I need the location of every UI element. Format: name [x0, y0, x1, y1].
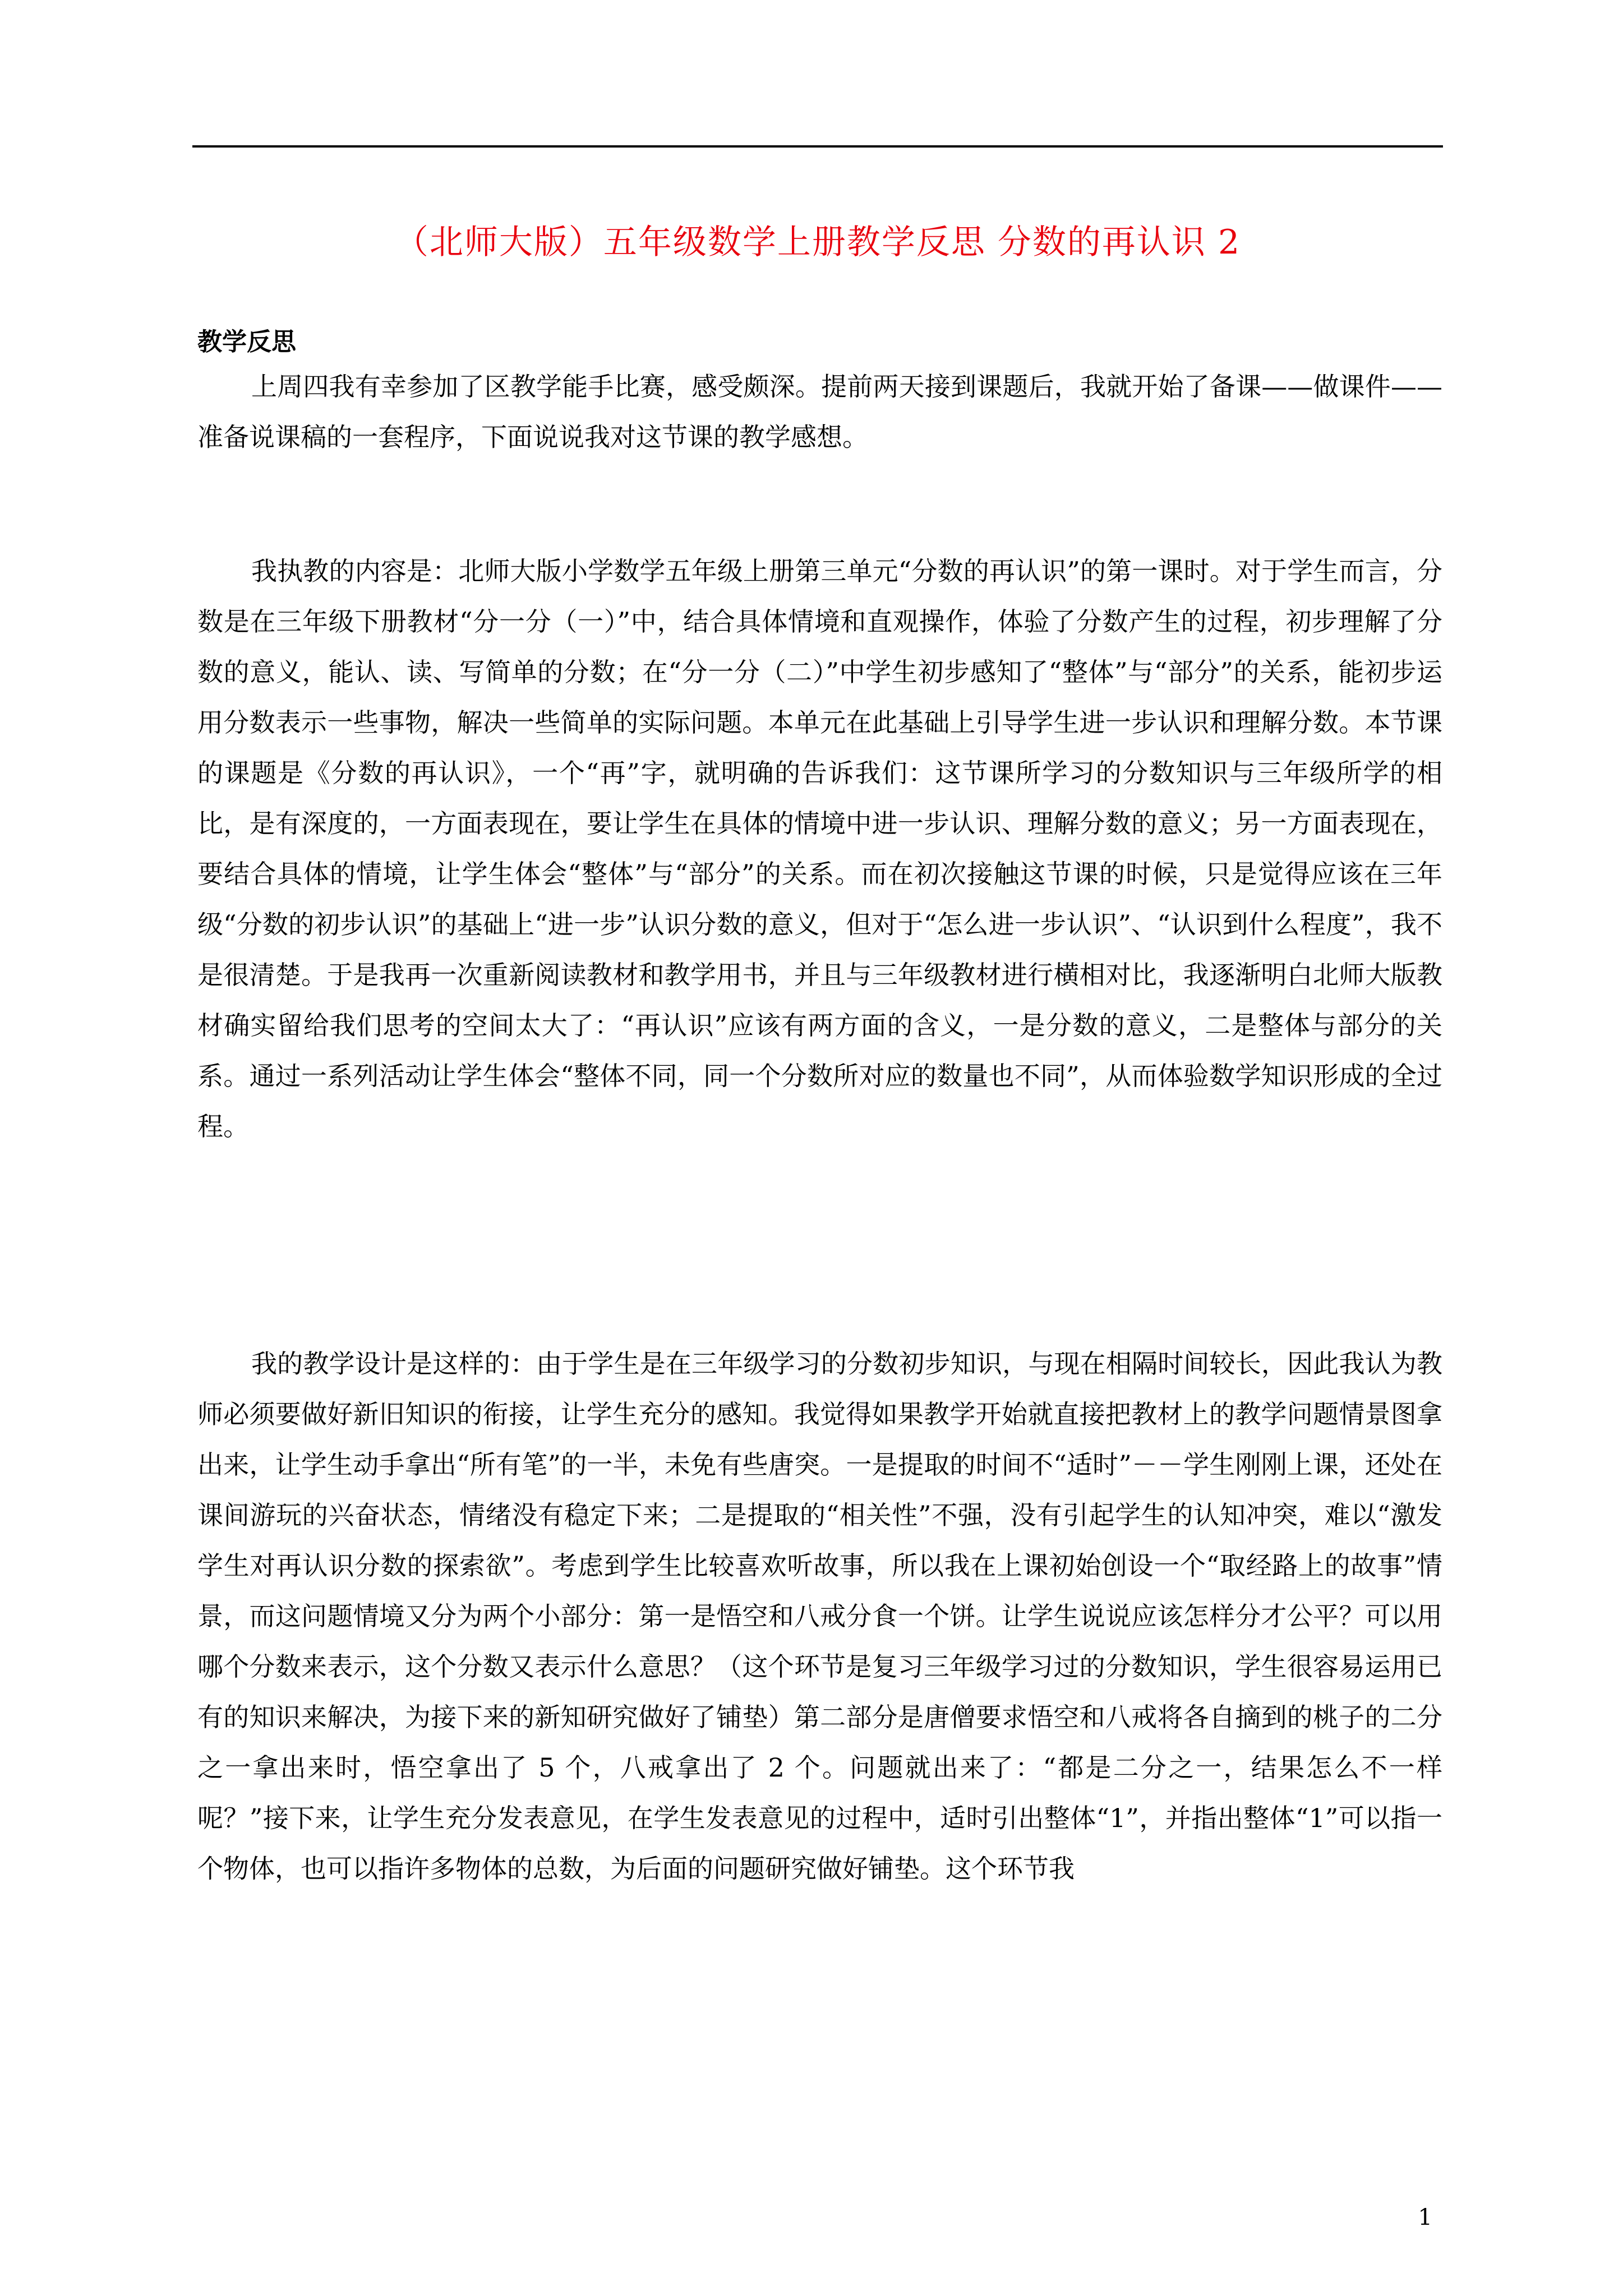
page-number: 1	[1418, 2205, 1432, 2230]
paragraph-3: 我的教学设计是这样的：由于学生是在三年级学习的分数初步知识，与现在相隔时间较长，因此我认为教师必须要做好新旧知识的衔接，让学生充分的感知。我觉得如果教学开始就直接把教材上的教学问题情景图拿出来，让学生动手拿出“所有笔”的一半，未免有些唐突。一是提取的时间不“适时”－－学生刚刚上课，还处在课间游玩的兴奋状态，情绪没有稳定下来；二是提取的“相关性”不强，没有引起学生的认知冲突，难以“激发学生对再认识分数的探索欲”。考虑到学生比较喜欢听故事，所以我在上课初始创设一个“取经路上的故事”情景，而这问题情境又分为两个小部分：第一是悟空和八戒分食一个饼。让学生说说应该怎样分才公平？可以用哪个分数来表示，这个分数又表示什么意思？（这个环节是复习三年级学习过的分数知识，学生很容易运用已有的知识来解决，为接下来的新知研究做好了铺垫）第二部分是唐僧要求悟空和八戒将各自摘到的桃子的二分之一拿出来时，悟空拿出了 5 个，八戒拿出了 2 个。问题就出来了：“都是二分之一，结果怎么不一样呢？”接下来，让学生充分发表意见，在学生发表意见的过程中，适时引出整体“1”，并指出整体“1”可以指一个物体，也可以指许多物体的总数，为后面的问题研究做好铺垫。这个环节我	[197, 1349, 1442, 1884]
section-heading: 教学反思	[197, 328, 296, 356]
paragraph-1: 上周四我有幸参加了区教学能手比赛，感受颇深。提前两天接到课题后，我就开始了备课——做课件——准备说课稿的一套程序，下面说说我对这节课的教学感想。	[197, 371, 1442, 452]
document-title: （北师大版）五年级数学上册教学反思 分数的再认识 2	[394, 223, 1241, 262]
paragraph-2: 我执教的内容是：北师大版小学数学五年级上册第三单元“分数的再认识”的第一课时。对于学生而言，分数是在三年级下册教材“分一分（一）”中，结合具体情境和直观操作，体验了分数产生的过程，初步理解了分数的意义，能认、读、写简单的分数；在“分一分（二）”中学生初步感知了“整体”与“部分”的关系，能初步运用分数表示一些事物，解决一些简单的实际问题。本单元在此基础上引导学生进一步认识和理解分数。本节课的课题是《分数的再认识》，一个“再”字，就明确的告诉我们：这节课所学习的分数知识与三年级所学的相比，是有深度的，一方面表现在，要让学生在具体的情境中进一步认识、理解分数的意义；另一方面表现在，要结合具体的情境，让学生体会“整体”与“部分”的关系。而在初次接触这节课的时候，只是觉得应该在三年级“分数的初步认识”的基础上“进一步”认识分数的意义，但对于“怎么进一步认识”、“认识到什么程度”，我不是很清楚。于是我再一次重新阅读教材和教学用书，并且与三年级教材进行横相对比，我逐渐明白北师大版教材确实留给我们思考的空间太大了：“再认识”应该有两方面的含义，一是分数的意义，二是整体与部分的关系。通过一系列活动让学生体会“整体不同，同一个分数所对应的数量也不同”，从而体验数学知识形成的全过程。	[197, 556, 1442, 1142]
header-rule	[192, 145, 1443, 148]
